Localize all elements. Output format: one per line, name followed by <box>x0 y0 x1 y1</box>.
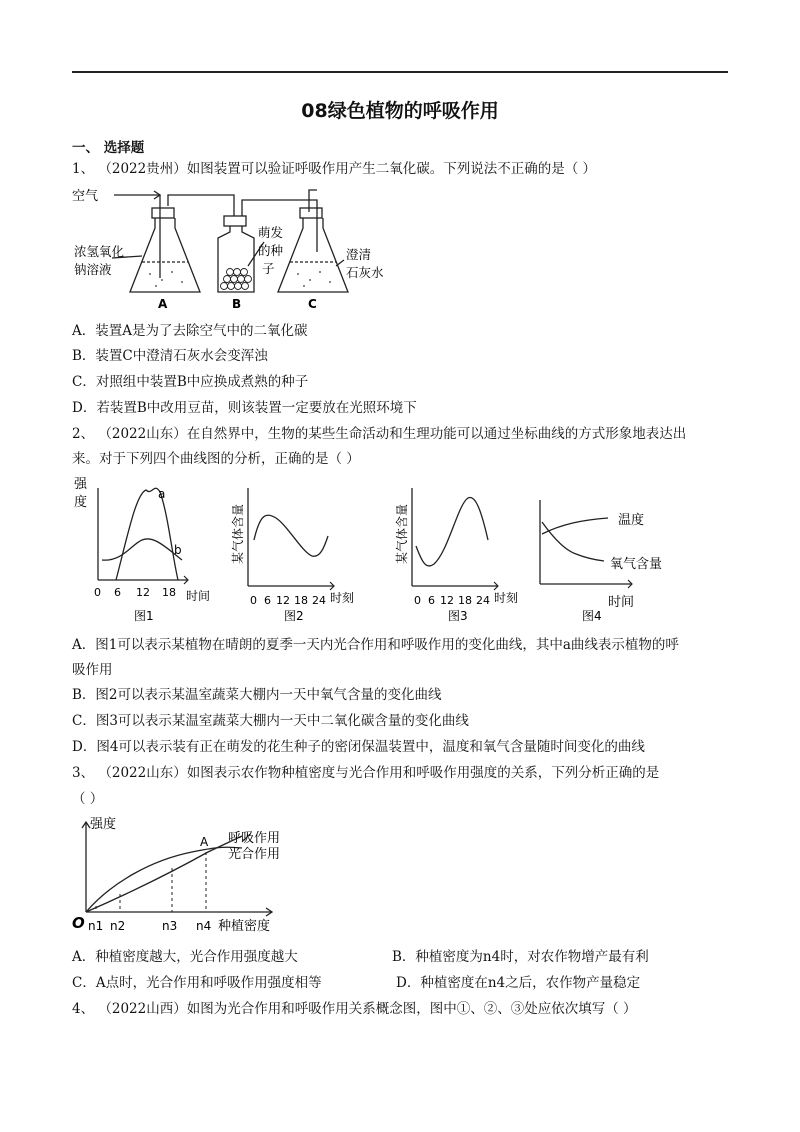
c-label-line1: 澄清 <box>346 247 372 262</box>
q3-ylabel: 强度 <box>90 817 117 832</box>
fig2-tick-6: 6 <box>264 594 271 607</box>
fig3-ylabel: 某气体含量 <box>395 503 409 564</box>
q3-option-b: B．种植密度为n4时，对农作物增产最有利 <box>392 949 649 965</box>
fig2-caption: 图2 <box>284 609 304 623</box>
fig1-tick-0: 0 <box>94 586 101 599</box>
b-label-line2: 的种 <box>258 243 284 258</box>
q2-option-b: B．图2可以表示某温室蔬菜大棚内一天中氧气含量的变化曲线 <box>72 687 442 703</box>
fig1-curve-b: b <box>174 543 182 557</box>
q1-stem: 1、 （2022贵州）如图装置可以验证呼吸作用产生二氧化碳。下列说法不正确的是（ ） <box>72 161 597 177</box>
fig3-tick-18: 18 <box>458 594 472 607</box>
q3-tick-n1: n1 <box>88 919 104 933</box>
fig2-tick-18: 18 <box>294 594 308 607</box>
fig3-caption: 图3 <box>448 609 468 623</box>
fig4-curve-temperature: 温度 <box>618 513 645 528</box>
q3-option-d: D．种植密度在n4之后，农作物产量稳定 <box>396 975 641 991</box>
fig3-tick-0: 0 <box>414 594 421 607</box>
fig4-curve-oxygen: 氧气含量 <box>610 557 663 572</box>
fig1-xlabel: 时间 <box>186 589 211 603</box>
q4-stem: 4、 （2022山西）如图为光合作用和呼吸作用关系概念图，图中①、②、③处应依次填写（ ） <box>72 1001 637 1017</box>
q1-option-d: D．若装置B中改用豆苗，则该装置一定要放在光照环境下 <box>72 400 417 416</box>
top-rule <box>72 71 728 73</box>
fig1-tick-6: 6 <box>114 586 121 599</box>
q3-curve-respiration: 呼吸作用 <box>228 831 281 846</box>
fig1-caption: 图1 <box>134 609 154 623</box>
fig1-ylabel-2: 度 <box>74 495 88 510</box>
fig3-tick-12: 12 <box>440 594 454 607</box>
fig1-ylabel-1: 强 <box>74 477 88 492</box>
bottle-a-label: A <box>158 297 168 311</box>
fig4-caption: 图4 <box>582 609 602 623</box>
fig4-xlabel: 时间 <box>608 595 635 610</box>
c-label-line2: 石灰水 <box>346 265 384 280</box>
q3-stem-line1: 3、 （2022山东）如图表示农作物种植密度与光合作用和呼吸作用强度的关系，下列分析正确的是 <box>72 765 660 781</box>
q3-tick-n3: n3 <box>162 919 178 933</box>
a-label-line2: 钠溶液 <box>74 262 112 277</box>
b-label-line3: 子 <box>262 261 275 276</box>
q3-stem-line2: （ ） <box>72 791 104 807</box>
fig3-xlabel: 时刻 <box>494 591 519 605</box>
q3-option-c: C．A点时，光合作用和呼吸作用强度相等 <box>72 975 322 991</box>
fig3-tick-6: 6 <box>428 594 435 607</box>
q1-apparatus-figure <box>72 182 402 314</box>
fig2-xlabel: 时刻 <box>330 591 355 605</box>
q2-stem-line1: 2、 （2022山东）在自然界中，生物的某些生命活动和生理功能可以通过坐标曲线的方式形象地表达出 <box>72 426 687 442</box>
q1-option-a: A．装置A是为了去除空气中的二氧化碳 <box>72 323 308 339</box>
q2-option-a-cont: 吸作用 <box>72 662 113 678</box>
fig2-tick-0: 0 <box>250 594 257 607</box>
bottle-b-label: B <box>232 297 242 311</box>
q3-curve-photosynthesis: 光合作用 <box>228 847 281 862</box>
q2-option-d: D．图4可以表示装有正在萌发的花生种子的密闭保温装置中，温度和氧气含量随时间变化的曲线 <box>72 739 645 755</box>
q3-tick-n4: n4 <box>196 919 212 933</box>
fig3-tick-24: 24 <box>476 594 490 607</box>
a-label-line1: 浓氢氧化 <box>74 244 125 259</box>
q2-option-a: A．图1可以表示某植物在晴朗的夏季一天内光合作用和呼吸作用的变化曲线，其中a曲线表示植物的呼 <box>72 637 679 653</box>
q2-four-graphs <box>72 474 692 626</box>
fig2-tick-12: 12 <box>276 594 290 607</box>
b-label-line1: 萌发 <box>258 225 284 240</box>
q3-point-a: A <box>200 835 209 849</box>
q2-stem-line2: 来。对于下列四个曲线图的分析，正确的是（ ） <box>72 451 360 467</box>
q2-option-c: C．图3可以表示某温室蔬菜大棚内一天中二氧化碳含量的变化曲线 <box>72 713 469 729</box>
q3-density-graph <box>72 812 312 940</box>
air-label: 空气 <box>72 189 99 204</box>
q1-option-c: C．对照组中装置B中应换成煮熟的种子 <box>72 374 309 390</box>
fig1-curve-a: a <box>158 487 166 501</box>
bottle-c-label: C <box>308 297 317 311</box>
q3-xlabel: 种植密度 <box>218 919 271 934</box>
page-title: 08绿色植物的呼吸作用 <box>301 100 499 122</box>
q1-option-b: B．装置C中澄清石灰水会变浑浊 <box>72 348 268 364</box>
q3-option-a: A．种植密度越大，光合作用强度越大 <box>72 949 298 965</box>
q3-origin: O <box>72 914 85 932</box>
fig2-ylabel: 某气体含量 <box>231 503 245 564</box>
fig2-tick-24: 24 <box>312 594 326 607</box>
section-heading: 一、 选择题 <box>72 140 145 156</box>
fig1-tick-18: 18 <box>162 586 176 599</box>
fig1-tick-12: 12 <box>136 586 150 599</box>
q3-tick-n2: n2 <box>110 919 126 933</box>
